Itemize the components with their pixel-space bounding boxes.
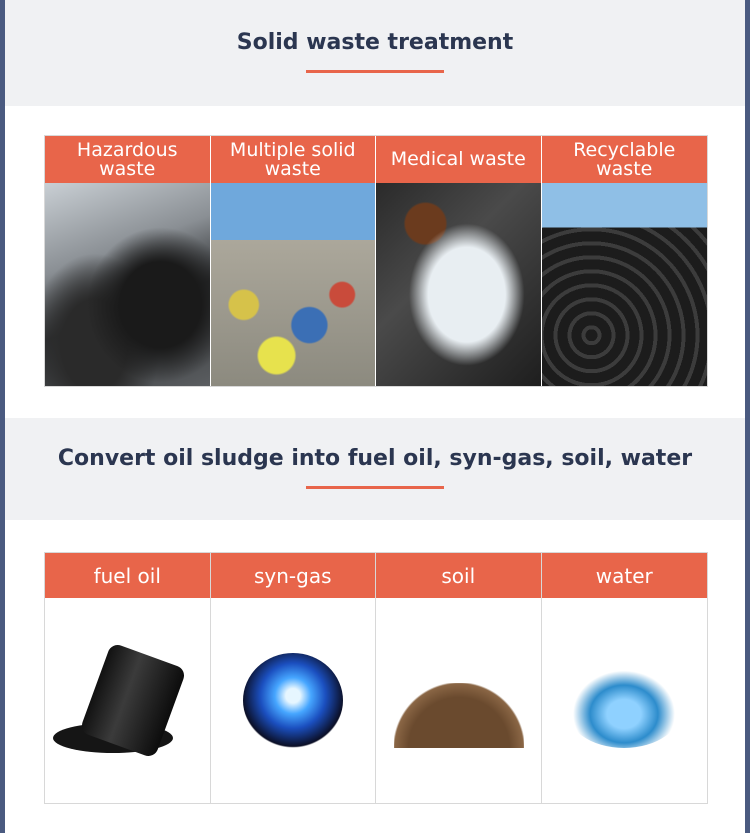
product-card-label: water: [542, 553, 708, 598]
water-splash-image: [542, 598, 708, 803]
title-underline: [306, 70, 444, 73]
products-grid: [44, 552, 708, 804]
waste-card-medical: [376, 136, 542, 386]
gas-flame-image: [211, 598, 376, 803]
product-card-label: fuel oil: [45, 553, 210, 598]
waste-card-recyclable: [542, 136, 708, 386]
waste-card-label: Hazardous waste: [45, 136, 210, 183]
solid-waste-image: [211, 183, 376, 386]
waste-card-label: Multiple solid waste: [211, 136, 376, 183]
product-card-syn-gas: [211, 553, 377, 803]
tyres-waste-image: [542, 183, 708, 386]
title-underline: [306, 486, 444, 489]
water-shape: [564, 663, 684, 748]
section-title: Solid waste treatment: [236, 30, 514, 55]
product-card-label: soil: [376, 553, 541, 598]
section-header-solid-waste: [5, 0, 745, 106]
product-card-water: [542, 553, 708, 803]
section-header-convert: [5, 418, 745, 520]
product-card-label: syn-gas: [211, 553, 376, 598]
soil-shape: [394, 683, 524, 748]
hazardous-waste-image: [45, 183, 210, 386]
waste-card-label: Medical waste: [376, 136, 541, 183]
waste-types-grid: [44, 135, 708, 387]
medical-waste-image: [376, 183, 541, 386]
oil-barrel-image: [45, 598, 210, 803]
soil-pile-image: [376, 598, 541, 803]
frame-left-border: [0, 0, 5, 833]
waste-card-hazardous: [45, 136, 211, 386]
product-card-fuel-oil: [45, 553, 211, 803]
frame-right-border: [745, 0, 750, 833]
product-card-soil: [376, 553, 542, 803]
section-title: Convert oil sludge into fuel oil, syn-gas, soil, water: [57, 446, 693, 471]
waste-card-label: Recyclable waste: [542, 136, 708, 183]
flame-shape: [243, 653, 343, 748]
waste-card-solid: [211, 136, 377, 386]
